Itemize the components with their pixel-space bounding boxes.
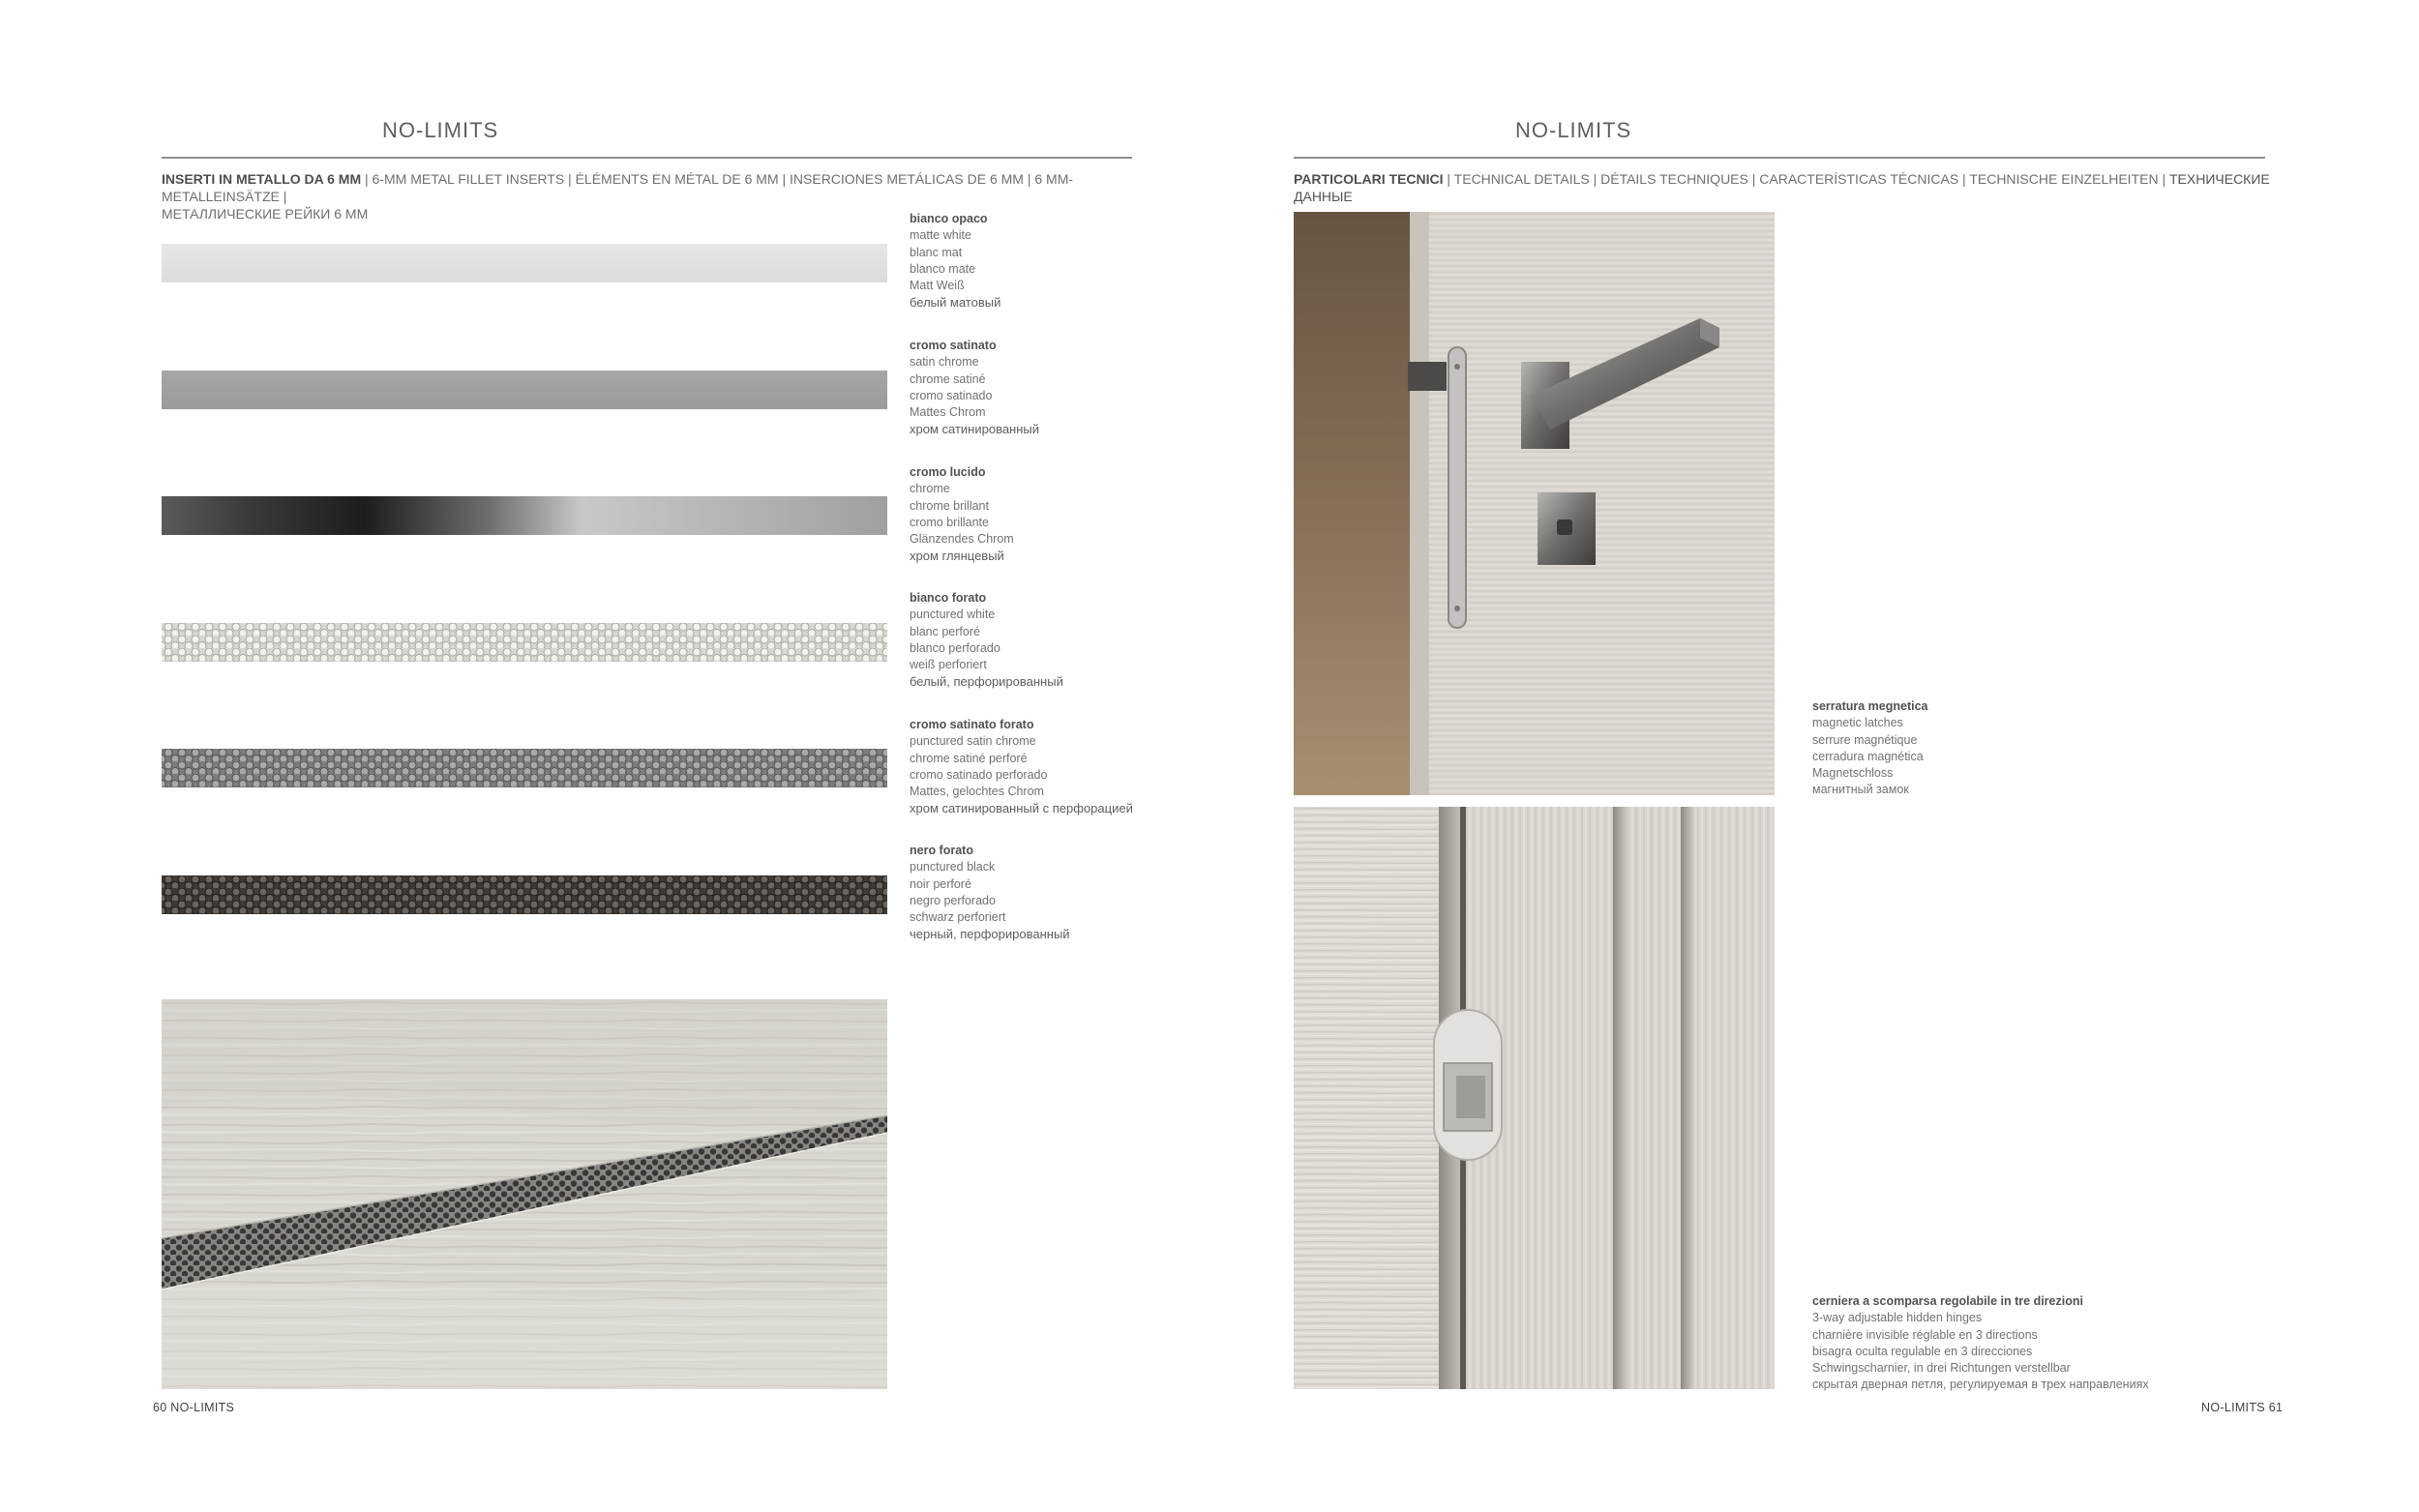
left-folio [153, 1401, 234, 1414]
finish-ru: черный, перфорированный [910, 927, 1070, 942]
caption-line: 3-way adjustable hidden hinges [1812, 1311, 1983, 1325]
finish-fr: noir perforé [910, 876, 971, 891]
strip-cromo-satinato-forato [162, 749, 887, 787]
hidden-hinge-photo [1294, 807, 1775, 1389]
finish-fr: blanc perforé [910, 624, 980, 638]
right-page-number: 61 [2268, 1401, 2284, 1414]
finish-name: bianco forato [910, 591, 987, 605]
caption-line: magnetic latches [1812, 716, 1903, 730]
caption-line: serrure magnétique [1812, 732, 1918, 747]
door-insert-closeup-photo [162, 999, 887, 1389]
left-title-rule [162, 157, 1132, 159]
caption-line: скрытая дверная петля, регулируемая в трех направлениях [1812, 1378, 2149, 1392]
strip-bianco-opaco [162, 244, 887, 282]
left-page-number: 60 [153, 1401, 167, 1414]
finish-es: negro perforado [910, 893, 996, 907]
right-title-rule [1294, 157, 2265, 159]
finish-de: weiß perforiert [910, 658, 987, 672]
finish-label-cromo-satinato-forato [910, 717, 1133, 817]
left-folio-label: NO-LIMITS [170, 1401, 235, 1414]
finish-ru: хром сатинированный [910, 422, 1040, 437]
caption-line: charnière invisible réglable en 3 directions [1812, 1327, 2038, 1342]
left-heading-translations: | 6-MM METAL FILLET INSERTS | ÉLÉMENTS EN MÉTAL DE 6 MM | INSERCIONES METÁLICAS DE 6 MM | 6 MM-METALLEINSÄTZE | [162, 171, 1074, 204]
left-heading-bold: INSERTI IN METALLO DA 6 MM [162, 171, 362, 187]
finish-label-nero-forato [910, 843, 1070, 943]
right-folio-label: NO-LIMITS [2201, 1401, 2265, 1414]
finish-en: satin chrome [910, 355, 979, 370]
finish-fr: chrome brillant [910, 498, 989, 513]
finish-de: schwarz perforiert [910, 910, 1006, 925]
finish-label-cromo-satinato [910, 338, 1039, 438]
finish-en: chrome [910, 482, 950, 496]
left-heading-russian: МЕТАЛЛИЧЕСКИЕ РЕЙКИ 6 ММ [162, 206, 369, 222]
finish-fr: chrome satiné perforé [910, 751, 1028, 765]
finish-de: Mattes, gelochtes Chrom [910, 785, 1044, 799]
finish-en: matte white [910, 228, 971, 243]
finish-de: Mattes Chrom [910, 405, 986, 420]
finish-ru: белый матовый [910, 295, 1001, 311]
finish-es: cromo satinado [910, 388, 993, 402]
finish-es: cromo brillante [910, 515, 989, 529]
caption-line: Magnetschloss [1812, 766, 1894, 781]
right-folio [2201, 1401, 2283, 1414]
finish-de: Matt Weiß [910, 279, 965, 293]
finish-ru: хром глянцевый [910, 548, 1004, 564]
magnetic-latch-photo [1294, 212, 1775, 795]
finish-name: cromo satinato [910, 339, 997, 352]
finish-ru: хром сатинированный с перфорацией [910, 801, 1133, 816]
finish-name: cromo lucido [910, 465, 986, 479]
finish-es: blanco perforado [910, 640, 1000, 655]
right-heading-russian: ТЕХНИЧЕСКИЕ ДАННЫЕ [1294, 171, 2270, 204]
finish-label-cromo-lucido [910, 464, 1014, 565]
finish-es: cromo satinado perforado [910, 767, 1048, 782]
right-heading-translations: | TECHNICAL DETAILS | DÉTAILS TECHNIQUES | CARACTERÍSTICAS TÉCNICAS | TECHNISCHE EINZELHEITEN | [1443, 171, 2169, 187]
finish-en: punctured satin chrome [910, 734, 1036, 749]
finish-label-bianco-opaco [910, 211, 1000, 311]
finish-fr: chrome satiné [910, 371, 986, 386]
caption-line: Schwingscharnier, in drei Richtungen verstellbar [1812, 1361, 2071, 1376]
finish-label-bianco-forato [910, 590, 1063, 691]
right-heading-bold: PARTICOLARI TECNICI [1294, 171, 1444, 187]
finish-es: blanco mate [910, 261, 976, 276]
finish-en: punctured black [910, 860, 996, 875]
caption-line: cerradura magnética [1812, 749, 1924, 763]
strip-nero-forato [162, 875, 887, 914]
caption-name: serratura megnetica [1812, 699, 1928, 713]
caption-magnetic-latch [1812, 698, 1928, 799]
finish-fr: blanc mat [910, 245, 963, 259]
strip-bianco-forato [162, 623, 887, 662]
finish-de: Glänzendes Chrom [910, 532, 1014, 547]
finish-name: nero forato [910, 844, 973, 857]
right-section-heading [1294, 170, 2271, 205]
strip-cromo-satinato [162, 371, 887, 409]
caption-line: магнитный замок [1812, 783, 1909, 797]
caption-line: bisagra oculta regulable en 3 direcciones [1812, 1344, 2033, 1358]
finish-en: punctured white [910, 608, 996, 622]
left-page-title: NO-LIMITS [382, 118, 499, 142]
caption-hidden-hinge [1812, 1293, 2149, 1394]
finish-name: bianco opaco [910, 212, 988, 225]
caption-name: cerniera a scomparsa regolabile in tre direzioni [1812, 1294, 2083, 1308]
right-page-title: NO-LIMITS [1515, 118, 1632, 142]
strip-cromo-lucido [162, 496, 887, 535]
finish-name: cromo satinato forato [910, 718, 1034, 731]
finish-ru: белый, перфорированный [910, 674, 1063, 690]
